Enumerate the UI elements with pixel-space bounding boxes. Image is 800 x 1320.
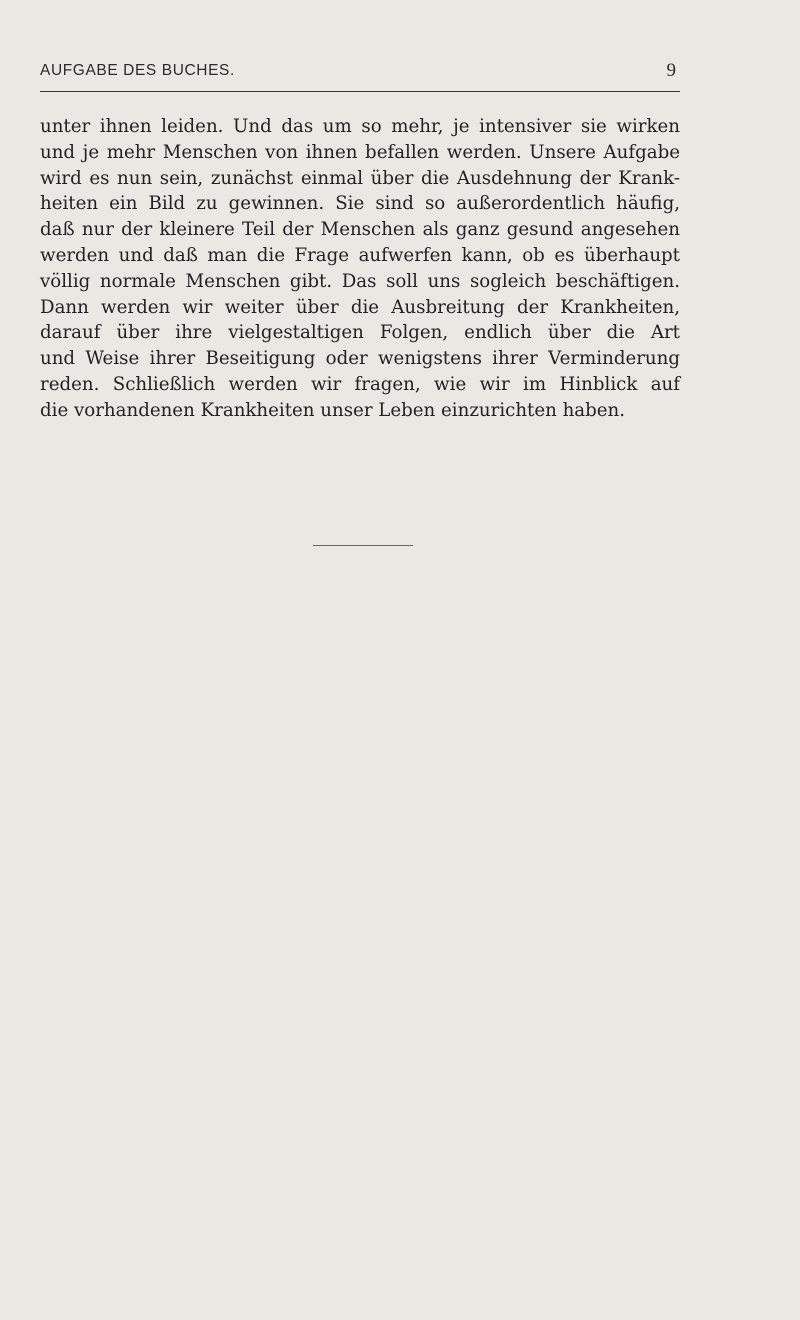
section-end-rule — [313, 545, 413, 546]
text-line: unter ihnen leiden. Und das um so mehr, je intensiver sie wirken — [40, 116, 680, 137]
text-line: daß nur der kleinere Teil der Menschen als ganz gesund angesehen — [40, 219, 680, 241]
running-title: AUFGABE DES BUCHES. — [40, 62, 235, 79]
text-line: reden. Schließlich werden wir fragen, wie wir im Hinblick auf — [40, 373, 680, 395]
body-paragraph — [40, 114, 680, 424]
text-line: wird es nun sein, zunächst einmal über die Ausdehnung der Krank- — [40, 167, 680, 189]
text-line: darauf über ihre vielgestaltigen Folgen, endlich über die Art — [40, 322, 680, 344]
page-number: 9 — [666, 60, 676, 81]
text-line: die vorhandenen Krankheiten unser Leben einzurichten haben. — [40, 399, 626, 421]
text-line: Dann werden wir weiter über die Ausbreitung der Krankheiten, — [40, 296, 680, 318]
text-line: heiten ein Bild zu gewinnen. Sie sind so außerordentlich häufig, — [40, 193, 680, 215]
text-line: und je mehr Menschen von ihnen befallen werden. Unsere Aufgabe — [40, 141, 680, 163]
text-line: völlig normale Menschen gibt. Das soll uns sogleich beschäftigen. — [40, 270, 680, 292]
text-line: werden und daß man die Frage aufwerfen kann, ob es überhaupt — [40, 244, 680, 266]
text-line: und Weise ihrer Beseitigung oder wenigstens ihrer Verminderung — [40, 348, 680, 370]
running-header — [40, 62, 680, 86]
header-rule — [40, 91, 680, 92]
